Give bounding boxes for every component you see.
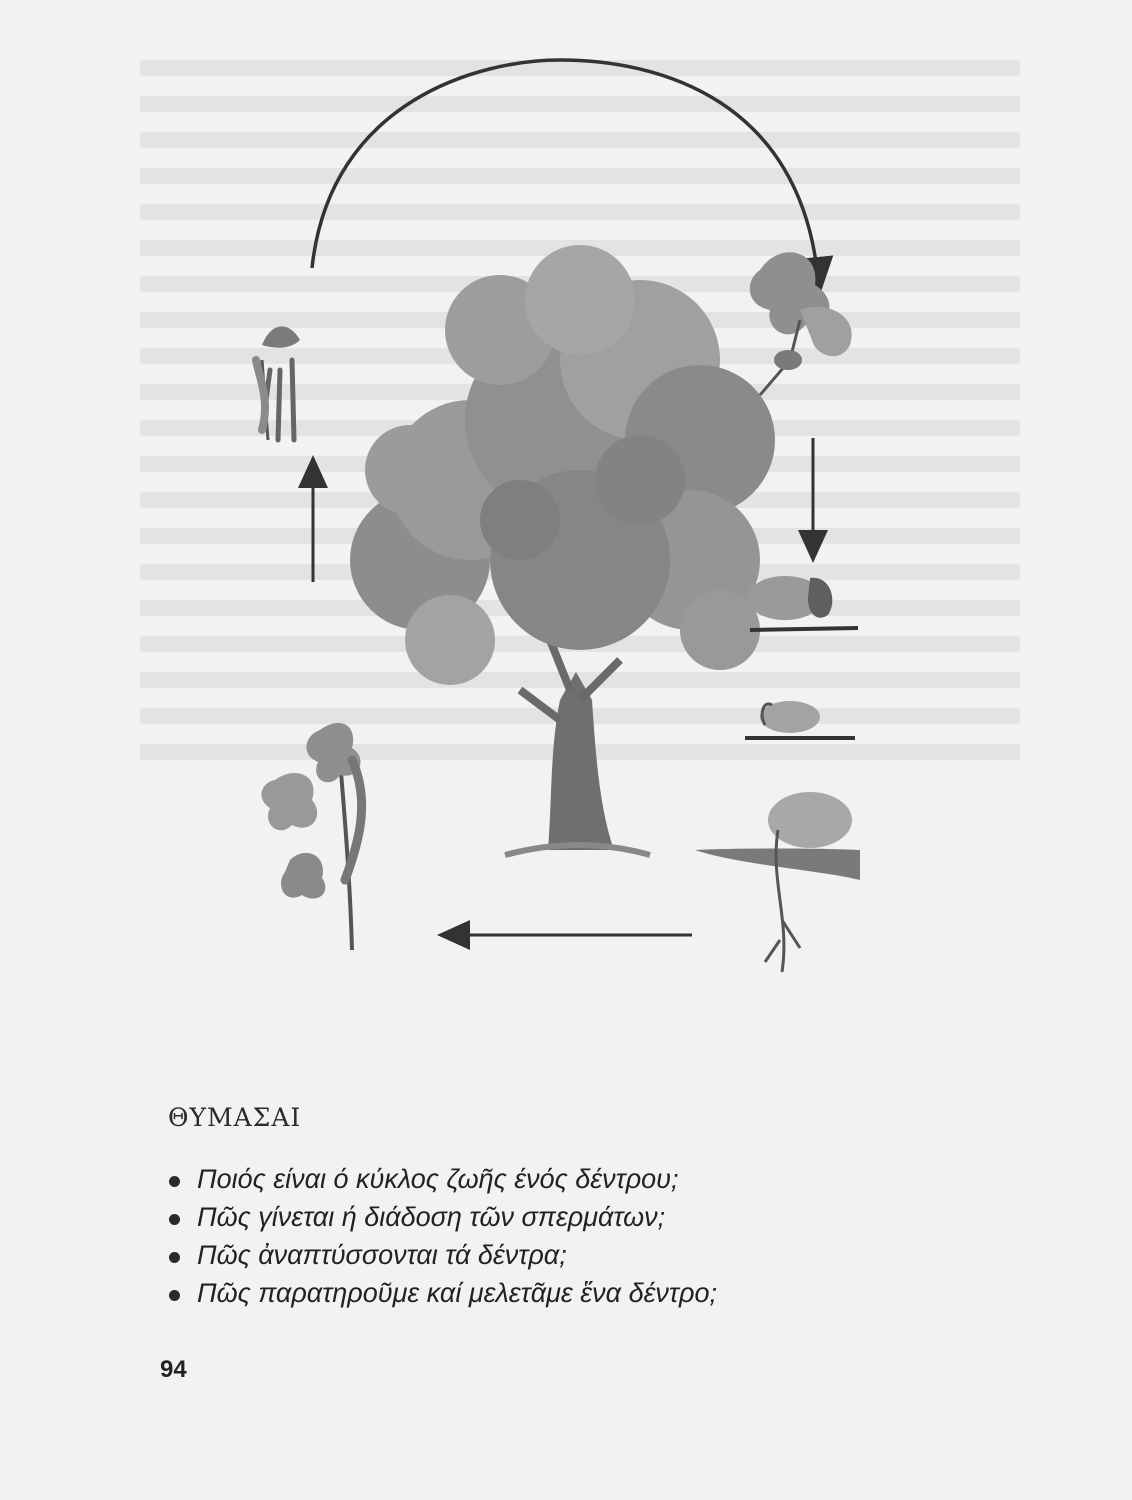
question-text: Ποιός είναι ό κύκλος ζωῆς ένός δέντρου; xyxy=(197,1164,679,1194)
bullet-icon xyxy=(169,1252,180,1263)
arc-arrow-icon xyxy=(312,60,818,278)
acorn-sprouting-icon xyxy=(745,701,855,738)
bullet-icon xyxy=(169,1214,180,1225)
list-item xyxy=(165,1160,717,1198)
bullet-icon xyxy=(169,1176,180,1187)
oak-seedling-icon xyxy=(262,723,362,950)
question-text: Πῶς ἀναπτύσσονται τά δέντρα; xyxy=(197,1240,567,1270)
question-text: Πῶς παρατηροῦμε καί μελετᾶμε ἕνα δέντρο; xyxy=(197,1278,718,1308)
tree-icon xyxy=(350,245,775,855)
oak-leaves-icon xyxy=(750,252,852,395)
acorn-icon xyxy=(747,576,858,630)
catkin-icon xyxy=(256,326,300,440)
list-item xyxy=(165,1236,717,1274)
section-heading: ΘΥΜΑΣΑΙ xyxy=(168,1103,302,1132)
acorn-rooting-icon xyxy=(695,792,860,972)
bullet-icon xyxy=(169,1290,180,1301)
page-number: 94 xyxy=(160,1356,187,1383)
list-item xyxy=(165,1198,717,1236)
list-item xyxy=(165,1274,717,1312)
question-text: Πῶς γίνεται ή διάδοση τῶν σπερμάτων; xyxy=(197,1202,666,1232)
question-list xyxy=(165,1160,717,1312)
